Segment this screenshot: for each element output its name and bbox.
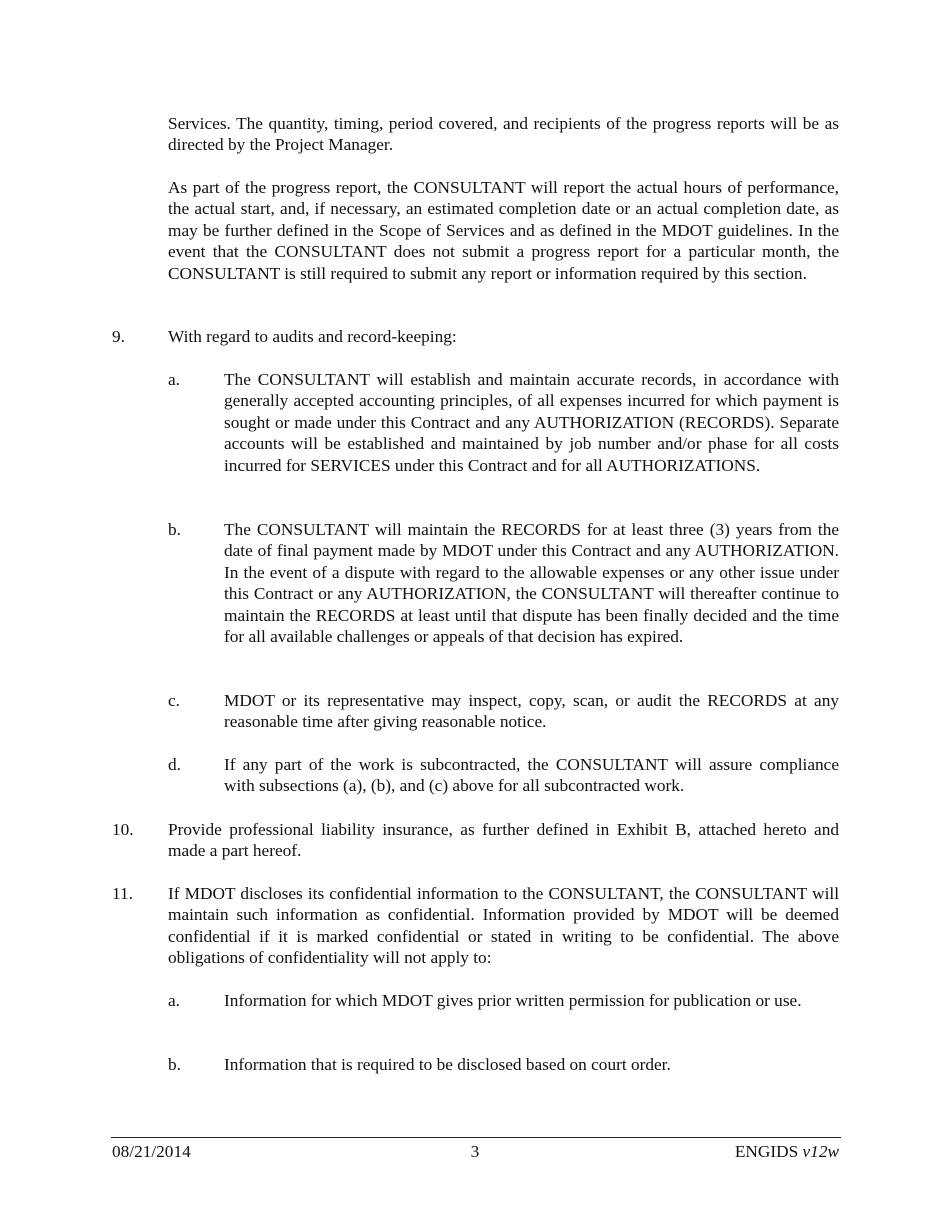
item-9-number: 9.: [112, 327, 125, 346]
footer-doc-version: v12w: [802, 1142, 839, 1161]
item-11-number: 11.: [112, 884, 133, 903]
footer-doc-name: ENGIDS: [734, 1142, 799, 1161]
item-9-text: With regard to audits and record-keeping:: [168, 327, 457, 346]
item-11b-label: b.: [168, 1055, 181, 1074]
item-11a-text: Information for which MDOT gives prior written permission for publication or use.: [224, 991, 802, 1010]
item-9d-label: d.: [168, 755, 181, 774]
item-10-number: 10.: [112, 820, 134, 839]
footer-date: 08/21/2014: [112, 1142, 191, 1161]
item-10-text: Provide professional liability insurance, as further defined in Exhibit B, attached hereto and made a part hereof.: [168, 820, 839, 861]
item-9a-text: The CONSULTANT will establish and maintain accurate records, in accordance with generally accepted accounting principles, of all expenses incurred for which payment is sought or made under this Contract and any AUTHORIZATION (RECORDS). Separate accounts will be established and maintained by job number and/or phase for all costs incurred for SERVICES under this Contract and for all AUTHORIZATIONS.: [224, 370, 839, 475]
item-9d-text: If any part of the work is subcontracted, the CONSULTANT will assure compliance with subsections (a), (b), and (c) above for all subcontracted work.: [224, 755, 839, 796]
footer-page-number: 3: [470, 1142, 480, 1161]
intro-paragraph-1: Services. The quantity, timing, period covered, and recipients of the progress reports will be as directed by the Project Manager.: [168, 114, 839, 155]
item-9b-label: b.: [168, 520, 181, 539]
item-9c-label: c.: [168, 691, 180, 710]
item-9b-text: The CONSULTANT will maintain the RECORDS for at least three (3) years from the date of final payment made by MDOT under this Contract and any AUTHORIZATION. In the event of a dispute with regard to the allowable expenses or any other issue under this Contract or any AUTHORIZATION, the CONSULTANT will thereafter continue to maintain the RECORDS at least until that dispute has been finally decided and the time for all available challenges or appeals of that decision has expired.: [224, 520, 839, 647]
item-9c-text: MDOT or its representative may inspect, copy, scan, or audit the RECORDS at any reasonable time after giving reasonable notice.: [224, 691, 839, 732]
item-11b-text: Information that is required to be disclosed based on court order.: [224, 1055, 671, 1074]
item-9a-label: a.: [168, 370, 180, 389]
footer-divider: [111, 1137, 841, 1138]
footer-doc-id: [735, 1141, 839, 1162]
intro-paragraph-2: As part of the progress report, the CONSULTANT will report the actual hours of performance, the actual start, and, if necessary, an estimated completion date or an actual completion date, as may be further defined in the Scope of Services and as defined in the MDOT guidelines. In the event that the CONSULTANT does not submit a progress report for a particular month, the CONSULTANT is still required to submit any report or information required by this section.: [168, 178, 839, 283]
item-11a-label: a.: [168, 991, 180, 1010]
item-11-text: If MDOT discloses its confidential information to the CONSULTANT, the CONSULTANT will maintain such information as confidential. Information provided by MDOT will be deemed confidential if it is marked confidential or stated in writing to be confidential. The above obligations of confidentiality will not apply to:: [168, 884, 839, 968]
